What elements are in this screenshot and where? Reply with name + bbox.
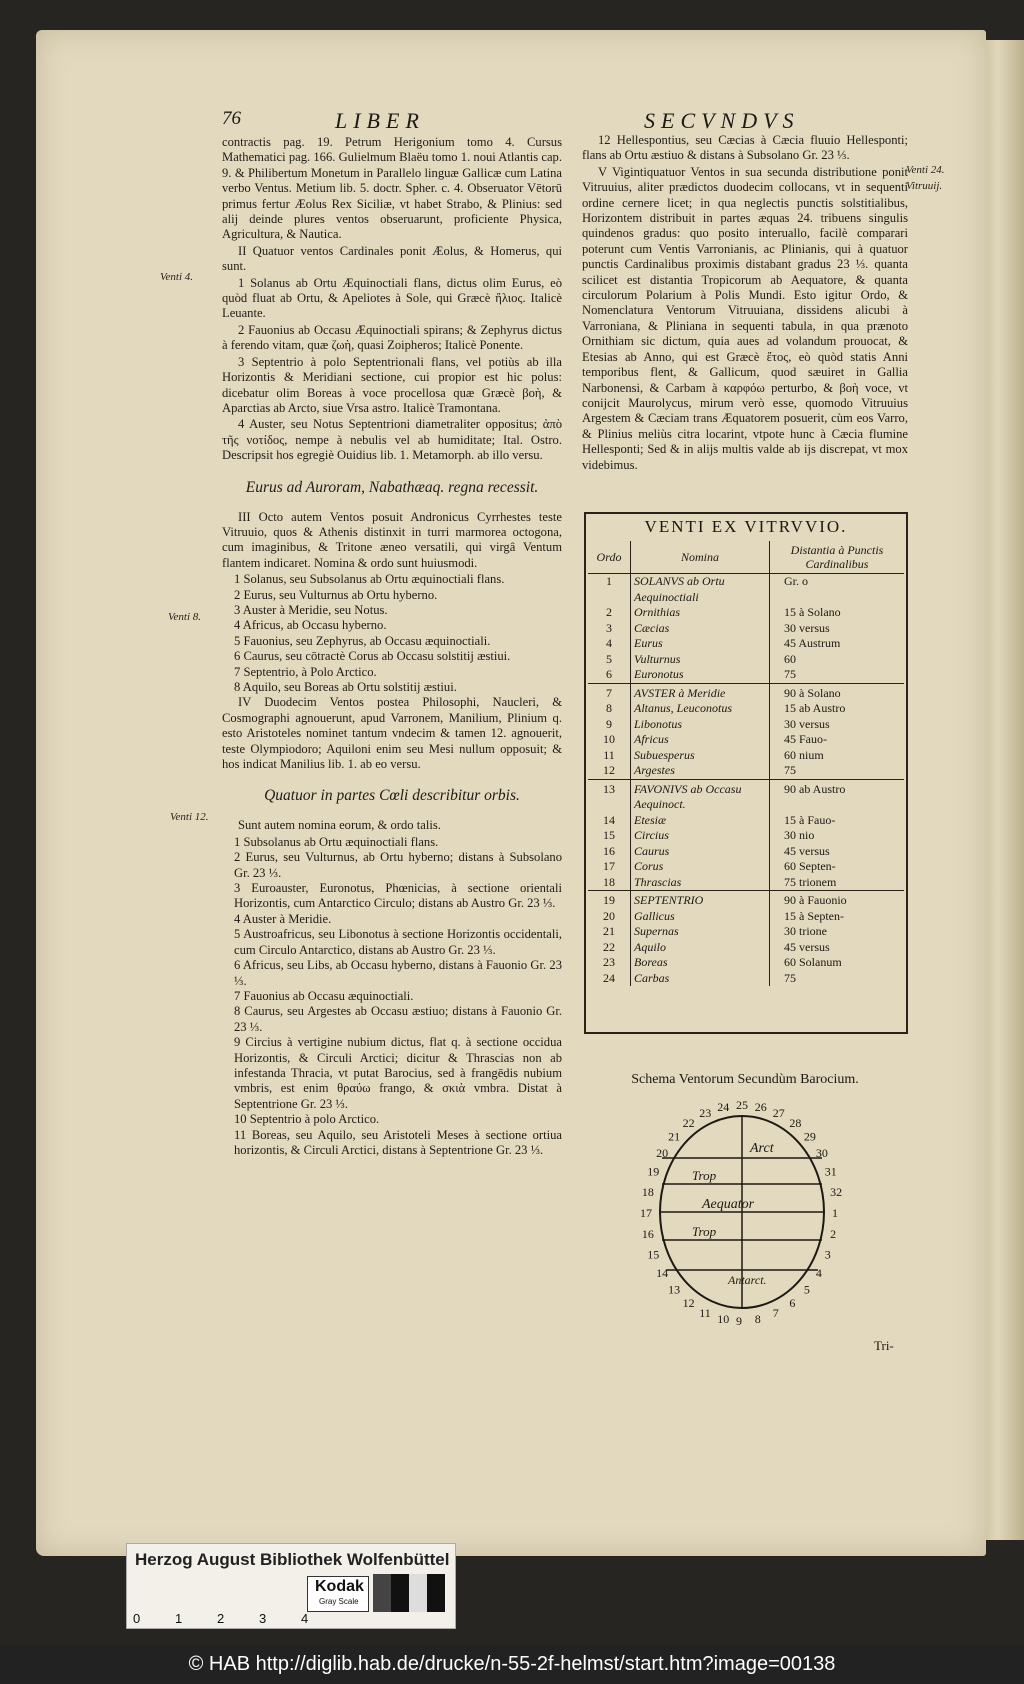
cell-ordo: 7 [588, 683, 631, 701]
rose-number: 1 [832, 1206, 838, 1220]
verse-heading: Eurus ad Auroram, Nabathæaq. regna recessit. [245, 478, 539, 496]
cell-ordo: 3 [588, 621, 631, 637]
paragraph: 4 Auster, seu Notus Septentrioni diametraliter oppositus; ἀπὸ τῆς νοτίδος, nempe à nebulis vel ab humiditate; Ital. Ostro. Descripsit hos egregiè Ouidius lib. 1. Metamorph. ab illo versu. [222, 417, 562, 463]
ruler-tick: 2 [217, 1611, 225, 1626]
footer-url[interactable]: © HAB http://diglib.hab.de/drucke/n-55-2f-helmst/start.htm?image=00138 [0, 1645, 1024, 1684]
cell-nomen: Circius [631, 828, 770, 844]
table-row [588, 971, 904, 987]
gray-scale-bar [373, 1574, 445, 1612]
rose-number: 14 [656, 1266, 669, 1281]
rose-number: 7 [772, 1305, 779, 1320]
left-column [222, 135, 562, 1158]
table-row [588, 717, 904, 733]
cell-distantia: 75 [784, 763, 796, 777]
verse-heading: Quatuor in partes Cœli describitur orbis. [264, 787, 520, 805]
ruler-tick: 1 [175, 1611, 183, 1626]
rose-number: 29 [803, 1129, 816, 1144]
cell-distantia: 15 à Solano [784, 605, 841, 619]
label-trop-south: Trop [692, 1224, 717, 1239]
cell-ordo: 2 [588, 605, 631, 621]
cell-ordo: 10 [588, 732, 631, 748]
cell-ordo: 15 [588, 828, 631, 844]
list-item: 8 Caurus, seu Argestes ab Occasu æstiuo; distans à Fauonio Gr. 23 ⅓. [234, 1004, 562, 1034]
cell-nomen: SEPTENTRIO [631, 891, 770, 909]
rose-number: 31 [824, 1164, 837, 1179]
table-row [588, 891, 904, 909]
cell-distantia: 90 ab Austro [770, 779, 905, 813]
list-item: 6 Africus, seu Libs, ab Occasu hyberno, distans à Fauonio Gr. 23 ⅓. [234, 958, 562, 988]
rose-number: 13 [668, 1282, 681, 1297]
table-row [588, 955, 904, 971]
rose-number: 10 [717, 1311, 730, 1326]
label-aequator: Aequator [702, 1197, 755, 1212]
rose-number: 8 [754, 1311, 761, 1326]
rose-number: 19 [647, 1164, 660, 1179]
list-item: 5 Fauonius, seu Zephyrus, ab Occasu æquinoctiali. [234, 633, 491, 648]
table-row [588, 621, 904, 637]
paragraph: contractis pag. 19. Petrum Herigonium tomo 4. Cursus Mathematici pag. 166. Gulielmum Blaëu tomo 1. noui Atlantis cap. 9. & Philibertum Monetum in Parallelo linguæ Gallicæ cum Latina verbo Ventus. Metium lib. 5. doctr. Spher. c. 4. Obseruator Vētorū primus fertur Æolus Rex Siciliæ, vt habet Strabo, & Plinius: sed alij deinde plures ventos obseruarunt, proficiente Physica, Agricultura, & Nautica. [222, 135, 562, 242]
cell-nomen: Cæcias [631, 621, 770, 637]
table-row [588, 779, 904, 813]
list-item: 8 Aquilo, seu Boreas ab Ortu solstitij æstiui. [234, 680, 457, 694]
rose-number: 5 [803, 1282, 810, 1297]
cell-distantia: 45 Austrum [784, 636, 841, 650]
table-row [588, 859, 904, 875]
list-item: 10 Septentrio à polo Arctico. [234, 1112, 380, 1127]
cell-ordo: 16 [588, 844, 631, 860]
table-row [588, 701, 904, 717]
paragraph: III Octo autem Ventos posuit Andronicus Cyrrhestes teste Vitruuio, quos & Athenis distinxit in turri marmorea octogona, cum imaginibus, & Tritone æneo versatili, qui virgâ Ventum flantem indicaret. Nomina & ordo sunt huiusmodi. [222, 509, 562, 570]
rose-number: 22 [682, 1116, 695, 1131]
rose-number: 32 [830, 1184, 843, 1199]
rose-number: 6 [789, 1295, 796, 1310]
margin-note-venti24: Venti 24. [906, 164, 945, 176]
table-row [588, 732, 904, 748]
list-item: 6 Caurus, seu cōtractè Corus ab Occasu solstitij æstiui. [234, 649, 511, 664]
cell-ordo: 5 [588, 652, 631, 668]
cell-ordo: 19 [588, 891, 631, 909]
cell-nomen: Thrascias [631, 875, 770, 891]
right-column [582, 133, 908, 474]
list-item: 4 Auster à Meridie. [234, 911, 332, 926]
label-trop: Trop [692, 1168, 717, 1183]
cell-nomen: Vulturnus [631, 652, 770, 668]
margin-note-venti12: Venti 12. [170, 811, 209, 823]
next-page-edge [980, 40, 1024, 1540]
cell-ordo: 12 [588, 763, 631, 779]
table-row [588, 828, 904, 844]
ruler-tick: 4 [301, 1611, 309, 1626]
cell-ordo: 21 [588, 924, 631, 940]
kodak-logo: Kodak [315, 1578, 364, 1595]
table-row [588, 844, 904, 860]
cell-nomen: Etesiæ [631, 813, 770, 829]
table-row [588, 574, 904, 606]
cell-distantia: 30 nio [784, 828, 815, 842]
cell-distantia: 15 à Septen- [784, 908, 844, 923]
cell-distantia: 15 à Fauo- [784, 812, 836, 827]
cell-distantia: 90 à Fauonio [770, 891, 905, 909]
rose-number: 9 [736, 1314, 742, 1328]
rose-number: 30 [815, 1145, 828, 1160]
rose-number: 20 [656, 1145, 669, 1160]
cell-distantia: 15 ab Austro [784, 701, 846, 715]
list-item: 7 Septentrio, à Polo Arctico. [234, 664, 377, 679]
list-item: 7 Fauonius ab Occasu æquinoctiali. [234, 988, 414, 1003]
table-row [588, 813, 904, 829]
table-row [588, 667, 904, 683]
paragraph: 3 Septentrio à polo Septentrionali flans, vel potiùs ab illa Horizontis & Meridiani sectione, cui propior est hic polus: dicebatur olim Boreas à voce procellosa quæ Græcè βοὴ, & Aparctias ab Arcto, siue Vrsa astro. Italicè Tramontana. [222, 354, 562, 415]
rose-number: 25 [736, 1100, 748, 1112]
cell-nomen: Subuesperus [631, 748, 770, 764]
cell-ordo: 13 [588, 779, 631, 813]
cell-nomen: Supernas [631, 924, 770, 940]
table-row [588, 763, 904, 779]
rose-number: 23 [699, 1106, 712, 1121]
list-item: 2 Eurus, seu Vulturnus ab Ortu hyberno. [234, 587, 438, 602]
cell-ordo: 17 [588, 859, 631, 875]
cell-nomen: FAVONIVS ab Occasu Aequinoct. [631, 779, 770, 813]
cell-nomen: Gallicus [631, 909, 770, 925]
rose-number: 11 [699, 1305, 711, 1320]
table-body [588, 574, 904, 987]
rose-number: 12 [682, 1295, 695, 1310]
paragraph: 1 Solanus ab Ortu Æquinoctiali flans, dictus olim Eurus, eò quòd fluat ab Ortu, & Apeliotes à Sole, qui Græcè ἥλιος. Italicè Leuante. [222, 275, 562, 321]
table-row [588, 683, 904, 701]
cell-ordo: 22 [588, 940, 631, 956]
paragraph: II Quatuor ventos Cardinales ponit Æolus, & Homerus, qui sunt. [222, 243, 562, 274]
cell-ordo: 6 [588, 667, 631, 683]
cell-distantia: 45 Fauo- [784, 732, 827, 746]
header-nomina: Nomina [631, 541, 770, 574]
cell-nomen: Boreas [631, 955, 770, 971]
cell-distantia: 30 versus [784, 620, 830, 635]
cell-ordo: 24 [588, 971, 631, 987]
cell-nomen: Eurus [631, 636, 770, 652]
cell-distantia: 90 à Solano [770, 683, 905, 701]
header-ordo: Ordo [588, 541, 631, 574]
cell-distantia: 60 [784, 651, 796, 666]
cell-ordo: 11 [588, 748, 631, 764]
cell-ordo: 20 [588, 909, 631, 925]
list-item: 3 Euroauster, Euronotus, Phœnicias, à sectione orientali Horizontis, cum Antarctico Circulo; distans ab Austro Gr. 23 ⅓. [234, 881, 562, 911]
cell-nomen: Corus [631, 859, 770, 875]
label-antarct: Antarct. [728, 1273, 767, 1287]
archive-title: Herzog August Bibliothek Wolfenbüttel [135, 1550, 450, 1569]
cell-distantia: 75 trionem [784, 874, 837, 889]
table-row [588, 748, 904, 764]
rose-number: 24 [717, 1100, 730, 1115]
header-distantia: Distantia à Punctis Cardinalibus [770, 541, 905, 574]
cell-ordo: 23 [588, 955, 631, 971]
cell-distantia: 75 [784, 667, 796, 681]
rose-number: 2 [830, 1227, 837, 1242]
margin-note-venti8: Venti 8. [168, 611, 201, 623]
eight-winds-list [234, 572, 562, 695]
rose-number: 17 [640, 1206, 652, 1220]
venti-table [588, 541, 904, 986]
rose-number: 18 [641, 1184, 654, 1199]
margin-note-vitruuij: Vitruuij. [906, 180, 943, 192]
catchword: Tri- [874, 1338, 894, 1353]
wind-rose-diagram [618, 1100, 878, 1330]
list-item: 9 Circius à vertigine nubium dictus, flat q. à sectione occidua Horizontis, & Circuli Arctici; dicitur & Thrascias non ab infestanda Thracia, vt putat Barocius, sed à frangēdis nubium vmbris, est enim θραύω frango, & σκιὰ vmbra. Distat à Septentrione Gr. 23 ⅓. [234, 1035, 562, 1111]
rose-number: 3 [824, 1247, 831, 1262]
cell-distantia: 75 [784, 970, 796, 985]
ruler-tick: 0 [133, 1611, 141, 1626]
paragraph: V Vigintiquatuor Ventos in sua secunda distributione ponit Vitruuius, aliter prædictos duodecim collocans, vt in sequenti ordine cernere licet; in qua neglectis punctis solstitialibus, Horizontem distribuit in partes æquas 24. tribuens singulis quindenos gradus: quo posito interuallo, facilè comparari poterunt cum Ventis Varronianis, ac Plinianis, qui à quatuor punctis Cardinalibus proximis distabant gradus 23 ⅓. quanta scilicet est distantia Tropicorum ab Aequatore, & quanta circulorum Polarium à Polis Mundi. Esto igitur Ordo, & Nomenclatura Ventorum Vitruuiana, dissidens alicubi à Varroniana, & Pliniana in sequenti tabula, in qua prænoto Ornithiam sic dictum, quia aues ad volandum prouocat, & Etesias ab Anno, qui est Græcè ἔτος, eò quòd statis Anni temporibus flent, & Gallicum, quod sæuiret in Gallia Narbonensi, & Carbam à καρφόω perturbo, & βοὴ voce, vt conijcit Maurolycus, mirum verò esse, quomodo Vitruuius Argestem & Cæciam trans Æquatorem posuerit, cùm eos Varro, & Plinius meliùs citra locarint, vtpote hunc à Cæcia flumine Hellesponti; Sed & in alijs multis valde ab ijs discrepat, vt mox videbimus. [582, 164, 908, 472]
cell-nomen: Euronotus [631, 667, 770, 683]
list-item: 5 Austroafricus, seu Libonotus à sectione Horizontis occidentali, cum Circulo Antarctico, distans ab Austro Gr. 23 ⅓. [234, 927, 562, 957]
paragraph: 12 Hellespontius, seu Cæcias à Cæcia fluuio Hellesponti; flans ab Ortu æstiuo & distans à Subsolano Gr. 23 ⅓. [582, 133, 908, 163]
list-item: 11 Boreas, seu Aquilo, seu Aristoteli Meses à sectione ortiua horizontis, & Circuli Arctici, distans à Septentrione Gr. 23 ⅓. [234, 1127, 562, 1157]
rose-number: 27 [772, 1106, 785, 1121]
schema-title: Schema Ventorum Secundùm Barocium. [631, 1072, 859, 1087]
table-header-row [588, 541, 904, 574]
cell-nomen: SOLANVS ab Ortu Aequinoctiali [631, 574, 770, 606]
cell-ordo: 4 [588, 636, 631, 652]
table-row [588, 909, 904, 925]
cell-nomen: Carbas [631, 971, 770, 987]
cell-nomen: Africus [631, 732, 770, 748]
list-item: 1 Subsolanus ab Ortu æquinoctiali flans. [234, 834, 439, 849]
cell-nomen: Altanus, Leuconotus [631, 701, 770, 717]
cell-ordo: 1 [588, 574, 631, 606]
list-item: 1 Solanus, seu Subsolanus ab Ortu æquinoctiali flans. [234, 572, 505, 587]
twelve-winds-list [234, 835, 562, 1159]
margin-note-venti4: Venti 4. [160, 271, 193, 283]
rose-numbers [640, 1100, 842, 1328]
cell-nomen: AVSTER à Meridie [631, 683, 770, 701]
paragraph: IV Duodecim Ventos postea Philosophi, Naucleri, & Cosmographi agnouerunt, apud Varronem, Manilium, Plinium q. esto Aristoteles nominet tantum vndecim & tamen 12. agnouerit, teste Olympiodoro; Aquiloni enim seu Mesi nullum opposuit; & hos indicat Manilius lib. 1. ab eo versu. [222, 695, 562, 772]
table-row [588, 652, 904, 668]
rose-number: 4 [815, 1266, 822, 1281]
list-item: 2 Eurus, seu Vulturnus, ab Ortu hyberno; distans à Subsolano Gr. 23 ⅓. [234, 850, 562, 880]
cell-distantia: 45 versus [784, 939, 830, 954]
table-title: VENTI EX VITRVVIO. [644, 517, 848, 536]
list-item: 3 Auster à Meridie, seu Notus. [234, 602, 388, 617]
cell-nomen: Ornithias [631, 605, 770, 621]
rose-number: 26 [754, 1100, 767, 1115]
cell-distantia: 30 trione [784, 924, 827, 938]
cell-distantia: 60 Solanum [784, 955, 842, 969]
cell-distantia: 45 versus [784, 843, 830, 858]
ruler-tick: 3 [259, 1611, 267, 1626]
list-item: 4 Africus, ab Occasu hyberno. [234, 618, 387, 633]
label-arct: Arct [750, 1141, 774, 1156]
table-row [588, 875, 904, 891]
running-head-left: LIBER [335, 108, 425, 133]
rose-number: 21 [668, 1129, 681, 1144]
cell-ordo: 18 [588, 875, 631, 891]
cell-distantia: Gr. o [784, 574, 808, 588]
cell-nomen: Aquilo [631, 940, 770, 956]
archive-label [126, 1543, 456, 1629]
rose-number: 16 [641, 1227, 654, 1242]
ruler-scale [127, 1611, 457, 1627]
rose-number: 15 [647, 1247, 660, 1262]
table-row [588, 940, 904, 956]
table-row [588, 924, 904, 940]
paragraph: Sunt autem nomina eorum, & ordo talis. [238, 818, 441, 833]
cell-nomen: Libonotus [631, 717, 770, 733]
table-row [588, 605, 904, 621]
cell-distantia: 60 nium [784, 747, 824, 762]
cell-nomen: Caurus [631, 844, 770, 860]
cell-distantia: 60 Septen- [784, 859, 836, 873]
gray-scale-label: Gray Scale [319, 1597, 359, 1606]
table-row [588, 636, 904, 652]
cell-ordo: 8 [588, 701, 631, 717]
page-number: 76 [222, 108, 241, 129]
rose-number: 28 [789, 1116, 802, 1131]
cell-distantia: 30 versus [784, 716, 830, 731]
running-head-right: SECVNDVS [644, 108, 800, 133]
cell-ordo: 14 [588, 813, 631, 829]
cell-nomen: Argestes [631, 763, 770, 779]
cell-ordo: 9 [588, 717, 631, 733]
paragraph: 2 Fauonius ab Occasu Æquinoctiali spirans; & Zephyrus dictus à ferendo vitam, quæ ζωὴ, quasi Zoipheros; Italicè Ponente. [222, 322, 562, 353]
